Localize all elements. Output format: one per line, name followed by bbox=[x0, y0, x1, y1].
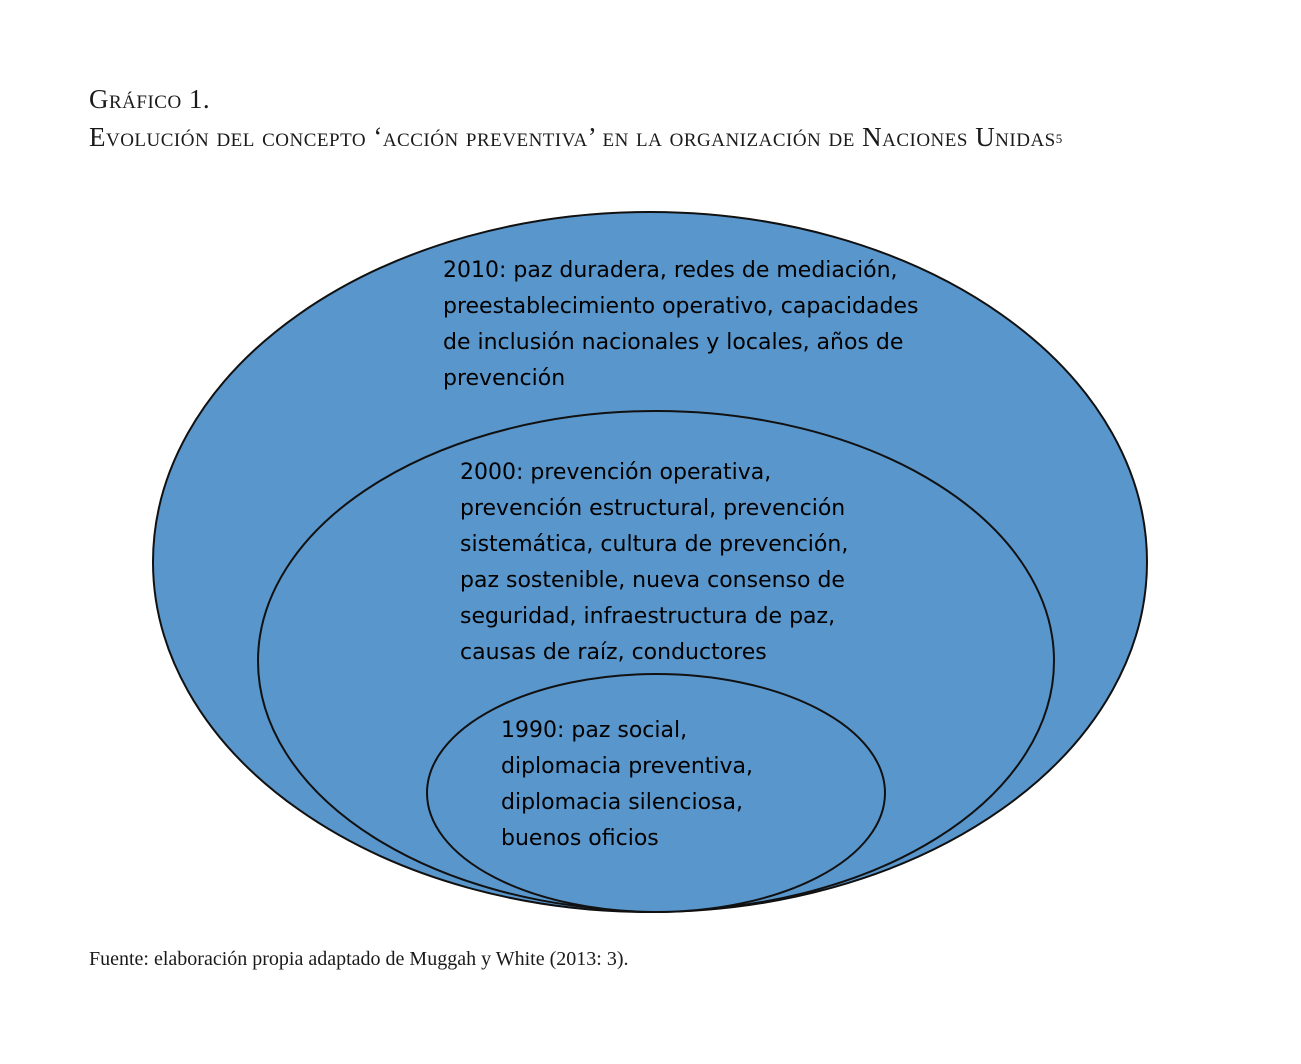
ring-2010-line: prevención bbox=[443, 366, 566, 391]
ring-2010-line: de inclusión nacionales y locales, años de bbox=[443, 330, 904, 355]
ring-1990-line: buenos oficios bbox=[501, 826, 659, 851]
ring-2000-line: sistemática, cultura de prevención, bbox=[460, 532, 849, 557]
ring-text-2010 bbox=[443, 253, 918, 397]
ring-2010-line: 2010: paz duradera, redes de mediación, bbox=[443, 258, 898, 283]
ring-1990-line: diplomacia silenciosa, bbox=[501, 790, 743, 815]
ring-1990-line: diplomacia preventiva, bbox=[501, 754, 754, 779]
ring-2000-line: causas de raíz, conductores bbox=[460, 640, 767, 665]
ring-text-1990 bbox=[501, 713, 753, 857]
ring-2000-line: 2000: prevención operativa, bbox=[460, 460, 772, 485]
figure-label: Gráfico 1. bbox=[89, 84, 211, 114]
ring-2010-line: preestablecimiento operativo, capacidades bbox=[443, 294, 919, 319]
ring-text-2000 bbox=[460, 455, 848, 671]
footnote-marker: 5 bbox=[1055, 131, 1063, 146]
ring-1990-line: 1990: paz social, bbox=[501, 718, 688, 743]
figure-title: Evolución del concepto ‘acción preventiva’ en la organización de Naciones Unidas bbox=[89, 122, 1056, 152]
ring-2000-line: prevención estructural, prevención bbox=[460, 496, 846, 521]
ring-2000-line: paz sostenible, nueva consenso de bbox=[460, 568, 845, 593]
source-note: Fuente: elaboración propia adaptado de Muggah y White (2013: 3). bbox=[89, 948, 629, 970]
ring-2000-line: seguridad, infraestructura de paz, bbox=[460, 604, 836, 629]
